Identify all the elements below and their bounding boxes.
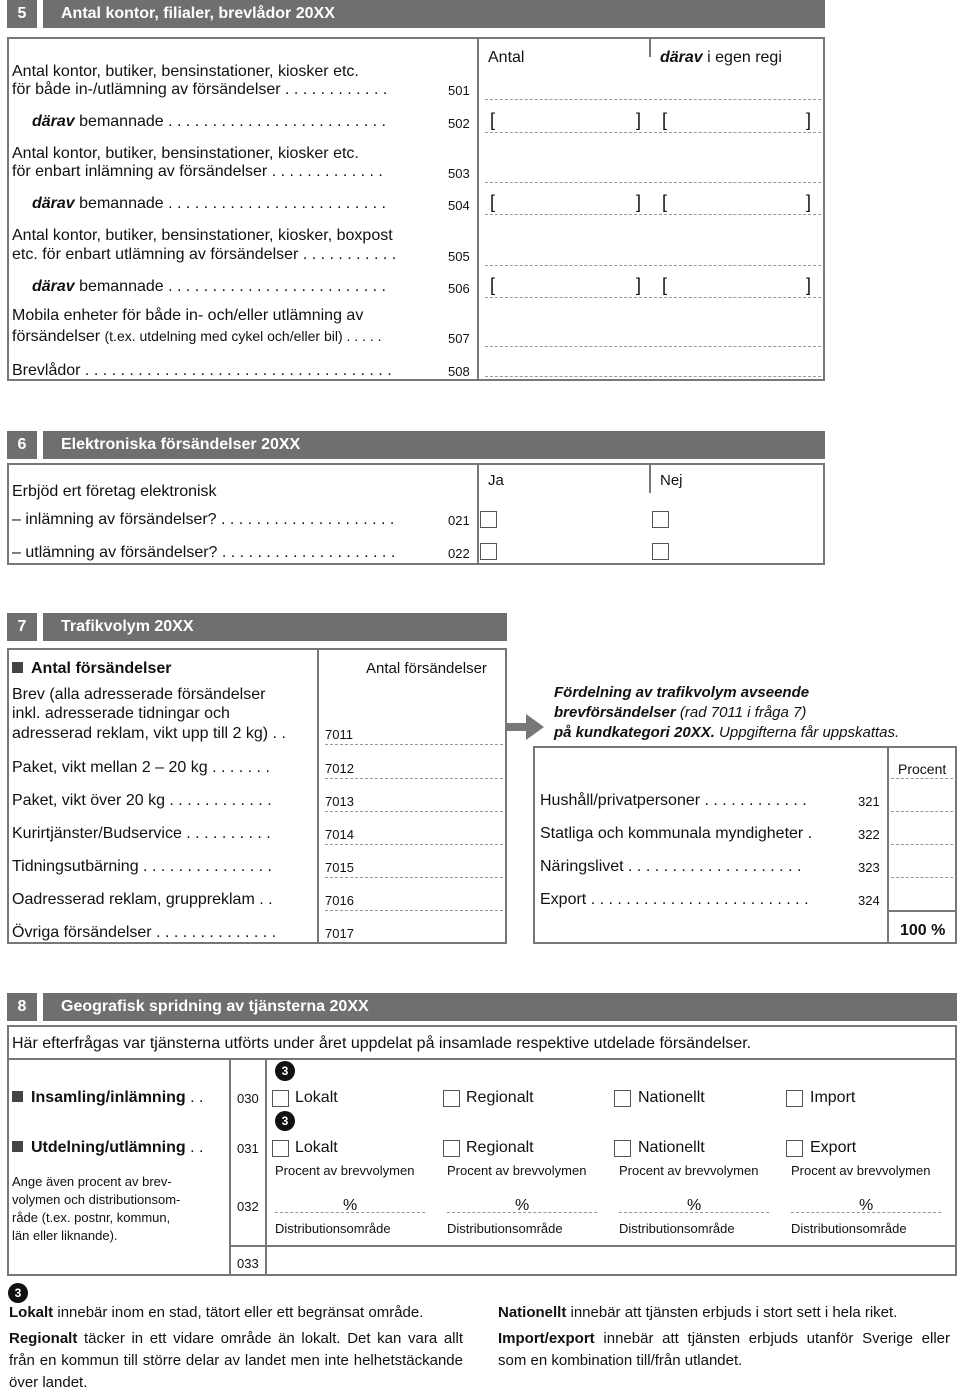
row-code: 324 xyxy=(858,893,880,908)
checkbox-insamling-import[interactable] xyxy=(786,1090,803,1107)
divider xyxy=(317,648,319,944)
section-5-header xyxy=(7,0,825,28)
row-508-label: Brevlådor . . . . . . . . . . . . . . . . . . . . . . . . . . . . . . . . . . . xyxy=(12,362,392,379)
checkbox-022-nej[interactable] xyxy=(652,543,669,560)
row-code: 022 xyxy=(448,546,470,561)
percent-sign: % xyxy=(515,1197,530,1214)
input-line-321[interactable] xyxy=(891,811,953,812)
row-code: 7017 xyxy=(325,926,354,941)
row-code: 507 xyxy=(448,331,470,346)
area-label: Distributionsområde xyxy=(275,1221,391,1236)
input-line-322[interactable] xyxy=(891,844,953,845)
pct-label: Procent av brevvolymen xyxy=(447,1163,587,1178)
row-code: 504 xyxy=(448,198,470,213)
row-code: 323 xyxy=(858,860,880,875)
input-line-502[interactable] xyxy=(485,132,821,133)
input-line-504[interactable] xyxy=(485,214,821,215)
checkbox-021-ja[interactable] xyxy=(480,511,497,528)
row-code: 506 xyxy=(448,281,470,296)
footnote-marker-3: 3 xyxy=(8,1283,28,1303)
row-506-label: därav bemannade . . . . . . . . . . . . . . . . . . . . . . . . . xyxy=(32,278,386,295)
row-7011-label-1: Brev (alla adresserade försändelser xyxy=(12,686,266,703)
arrow-right-icon xyxy=(506,714,544,740)
input-line-506[interactable] xyxy=(485,297,821,298)
footnote-import-export: Import/export innebär att tjänsten erbjuds utanför Sverige eller som en kombination till/från utlandet. xyxy=(498,1330,950,1369)
row-501-label-1: Antal kontor, butiker, bensinstationer, kiosker etc. xyxy=(12,63,359,80)
bracket-close: ] xyxy=(636,192,642,212)
area-label: Distributionsområde xyxy=(447,1221,563,1236)
row-code: 505 xyxy=(448,249,470,264)
row-code: 321 xyxy=(858,794,880,809)
input-line-507[interactable] xyxy=(485,346,821,347)
divider xyxy=(887,910,957,912)
checkbox-utdelning-nationellt[interactable] xyxy=(614,1140,631,1157)
row-505-label-1: Antal kontor, butiker, bensinstationer, kiosker, boxpost xyxy=(12,227,393,244)
note-line-1: Ange även procent av brev- xyxy=(12,1174,172,1189)
input-line-7012[interactable] xyxy=(325,778,503,779)
checkbox-022-ja[interactable] xyxy=(480,543,497,560)
checkbox-utdelning-export[interactable] xyxy=(786,1140,803,1157)
bracket-open: [ xyxy=(662,275,668,295)
bullet-square xyxy=(12,1141,23,1152)
row-504-label: därav bemannade . . . . . . . . . . . . . . . . . . . . . . . . . xyxy=(32,195,386,212)
row-code: 322 xyxy=(858,827,880,842)
row-503-label-2: för enbart inlämning av försändelser . . . . . . . . . . . . . xyxy=(12,163,383,180)
col-header-antal: Antal xyxy=(488,49,525,66)
divider xyxy=(229,1245,957,1247)
option-label: Lokalt xyxy=(295,1089,338,1106)
divider xyxy=(477,37,479,381)
input-line-7015[interactable] xyxy=(325,877,503,878)
bracket-close: ] xyxy=(806,110,812,130)
bracket-close: ] xyxy=(636,275,642,295)
input-line-7014[interactable] xyxy=(325,844,503,845)
option-label: Export xyxy=(810,1139,857,1156)
checkbox-insamling-regionalt[interactable] xyxy=(443,1090,460,1107)
row-code: 503 xyxy=(448,166,470,181)
row-code: 508 xyxy=(448,364,470,379)
row-322-label: Statliga och kommunala myndigheter . xyxy=(540,825,813,842)
row-7017-label: Övriga försändelser . . . . . . . . . . . . . . xyxy=(12,924,277,941)
input-line-323[interactable] xyxy=(891,877,953,878)
row-022-label: – utlämning av försändelser? . . . . . . . . . . . . . . . . . . . . xyxy=(12,544,396,561)
row-505-label-2: etc. för enbart utlämning av försändelser . . . . . . . . . . . xyxy=(12,246,397,263)
input-line-7011[interactable] xyxy=(325,744,503,745)
section-number: 7 xyxy=(7,613,43,641)
row-507-label-1: Mobila enheter för både in- och/eller utlämning av xyxy=(12,307,364,324)
bracket-close: ] xyxy=(806,275,812,295)
row-321-label: Hushåll/privatpersoner . . . . . . . . . . . . xyxy=(540,792,807,809)
section-title: Trafikvolym 20XX xyxy=(61,618,194,635)
option-label: Lokalt xyxy=(295,1139,338,1156)
option-label: Import xyxy=(810,1089,856,1106)
section-8-header xyxy=(7,993,957,1021)
bracket-open: [ xyxy=(662,192,668,212)
row-7014-label: Kurirtjänster/Budservice . . . . . . . . . . xyxy=(12,825,271,842)
note-line-4: län eller liknande). xyxy=(12,1228,118,1243)
row-021-label: – inlämning av försändelser? . . . . . . . . . . . . . . . . . . . . xyxy=(12,511,395,528)
divider xyxy=(649,37,651,57)
col-header-procent: Procent xyxy=(898,761,947,777)
input-line-501[interactable] xyxy=(485,99,821,100)
row-code: 031 xyxy=(237,1141,259,1156)
note-line-2: volymen och distributionsom- xyxy=(12,1192,181,1207)
divider xyxy=(891,778,953,779)
section-title: Antal kontor, filialer, brevlådor 20XX xyxy=(61,5,335,22)
input-line-7016[interactable] xyxy=(325,910,503,911)
footnote-marker-3: 3 xyxy=(275,1111,295,1131)
col-header-nej: Nej xyxy=(660,472,683,489)
bracket-close: ] xyxy=(636,110,642,130)
divider xyxy=(887,746,889,944)
footnote-regionalt: Regionalt täcker in ett vidare område än lokalt. Det kan vara allt från en kommun till större delar av landet men inte helhetstäckande över landet. xyxy=(9,1330,463,1391)
row-code: 033 xyxy=(237,1256,259,1271)
total-percent: 100 % xyxy=(900,922,946,939)
col-header-antal-forsandelser: Antal försändelser xyxy=(366,660,487,677)
row-7012-label: Paket, vikt mellan 2 – 20 kg . . . . . . . xyxy=(12,759,270,776)
row-code: 021 xyxy=(448,513,470,528)
row-code: 502 xyxy=(448,116,470,131)
percent-sign: % xyxy=(859,1197,874,1214)
pct-label: Procent av brevvolymen xyxy=(275,1163,415,1178)
bullet-square xyxy=(12,1091,23,1102)
row-code: 7012 xyxy=(325,761,354,776)
input-line-505[interactable] xyxy=(485,265,821,266)
row-323-label: Näringslivet . . . . . . . . . . . . . . . . . . . . xyxy=(540,858,802,875)
row-code: 501 xyxy=(448,83,470,98)
bullet-square xyxy=(12,662,23,673)
section-number: 5 xyxy=(7,0,43,28)
footnote-lokalt: Lokalt innebär inom en stad, tätort eller ett begränsat område. xyxy=(9,1304,424,1321)
bracket-close: ] xyxy=(806,192,812,212)
row-code: 030 xyxy=(237,1091,259,1106)
row-324-label: Export . . . . . . . . . . . . . . . . . . . . . . . . . xyxy=(540,891,809,908)
input-line-7013[interactable] xyxy=(325,811,503,812)
section-6-header xyxy=(7,431,825,459)
bracket-open: [ xyxy=(662,110,668,130)
checkbox-insamling-lokalt[interactable] xyxy=(272,1090,289,1107)
row-502-label: därav bemannade . . . . . . . . . . . . . . . . . . . . . . . . . xyxy=(32,113,386,130)
bracket-open: [ xyxy=(490,192,496,212)
distribution-title-2: brevförsändelser (rad 7011 i fråga 7) xyxy=(554,704,807,721)
section-8-intro: Här efterfrågas var tjänsterna utförts under året uppdelat på insamlade respektive utdelade försändelser. xyxy=(12,1035,752,1052)
distribution-title-1: Fördelning av trafikvolym avseende xyxy=(554,684,810,701)
input-line-508[interactable] xyxy=(485,376,821,377)
insamling-label: Insamling/inlämning . . xyxy=(31,1089,204,1106)
note-line-3: råde (t.ex. postnr, kommun, xyxy=(12,1210,171,1225)
checkbox-021-nej[interactable] xyxy=(652,511,669,528)
percent-sign: % xyxy=(343,1197,358,1214)
row-7015-label: Tidningsutbärning . . . . . . . . . . . . . . . xyxy=(12,858,272,875)
divider xyxy=(649,463,651,493)
section-title: Geografisk spridning av tjänsterna 20XX xyxy=(61,998,369,1015)
row-code: 7013 xyxy=(325,794,354,809)
divider xyxy=(229,1058,231,1276)
row-501-label-2: för både in-/utlämning av försändelser . . . . . . . . . . . . xyxy=(12,81,388,98)
option-label: Nationellt xyxy=(638,1139,705,1156)
option-label: Regionalt xyxy=(466,1089,534,1106)
input-line-503[interactable] xyxy=(485,182,821,183)
area-label: Distributionsområde xyxy=(791,1221,907,1236)
row-7013-label: Paket, vikt över 20 kg . . . . . . . . . . . . xyxy=(12,792,272,809)
pct-label: Procent av brevvolymen xyxy=(619,1163,759,1178)
row-7016-label: Oadresserad reklam, gruppreklam . . xyxy=(12,891,273,908)
row-code: 7014 xyxy=(325,827,354,842)
section-number: 8 xyxy=(7,993,43,1021)
col-header-ja: Ja xyxy=(488,472,504,489)
distribution-title-3: på kundkategori 20XX. Uppgifterna får uppskattas. xyxy=(554,724,900,741)
pct-label: Procent av brevvolymen xyxy=(791,1163,931,1178)
row-503-label-1: Antal kontor, butiker, bensinstationer, kiosker etc. xyxy=(12,145,359,162)
row-code: 7016 xyxy=(325,893,354,908)
divider xyxy=(265,1058,267,1276)
volume-heading: Antal försändelser xyxy=(31,660,172,677)
row-507-label-2: försändelser (t.ex. utdelning med cykel och/eller bil) . . . . . xyxy=(12,328,382,345)
col-header-darav: därav i egen regi xyxy=(660,49,782,66)
checkbox-insamling-nationellt[interactable] xyxy=(614,1090,631,1107)
question-text: Erbjöd ert företag elektronisk xyxy=(12,483,217,500)
checkbox-utdelning-regionalt[interactable] xyxy=(443,1140,460,1157)
row-code: 7011 xyxy=(325,727,353,742)
checkbox-utdelning-lokalt[interactable] xyxy=(272,1140,289,1157)
option-label: Regionalt xyxy=(466,1139,534,1156)
customer-category-table xyxy=(533,746,957,944)
divider xyxy=(477,463,479,565)
row-7011-label-2: inkl. adresserade tidningar och xyxy=(12,705,230,722)
section-title: Elektroniska försändelser 20XX xyxy=(61,436,301,453)
bracket-open: [ xyxy=(490,275,496,295)
bracket-open: [ xyxy=(490,110,496,130)
footnote-nationellt: Nationellt innebär att tjänsten erbjuds i stort sett i hela riket. xyxy=(498,1304,898,1321)
area-label: Distributionsområde xyxy=(619,1221,735,1236)
percent-sign: % xyxy=(687,1197,702,1214)
row-code: 032 xyxy=(237,1199,259,1214)
option-label: Nationellt xyxy=(638,1089,705,1106)
row-7011-label-3: adresserad reklam, vikt upp till 2 kg) . . xyxy=(12,725,286,742)
utdelning-label: Utdelning/utlämning . . xyxy=(31,1139,204,1156)
row-code: 7015 xyxy=(325,860,354,875)
section-number: 6 xyxy=(7,431,43,459)
footnote-marker-3: 3 xyxy=(275,1061,295,1081)
section-7-header xyxy=(7,613,507,641)
